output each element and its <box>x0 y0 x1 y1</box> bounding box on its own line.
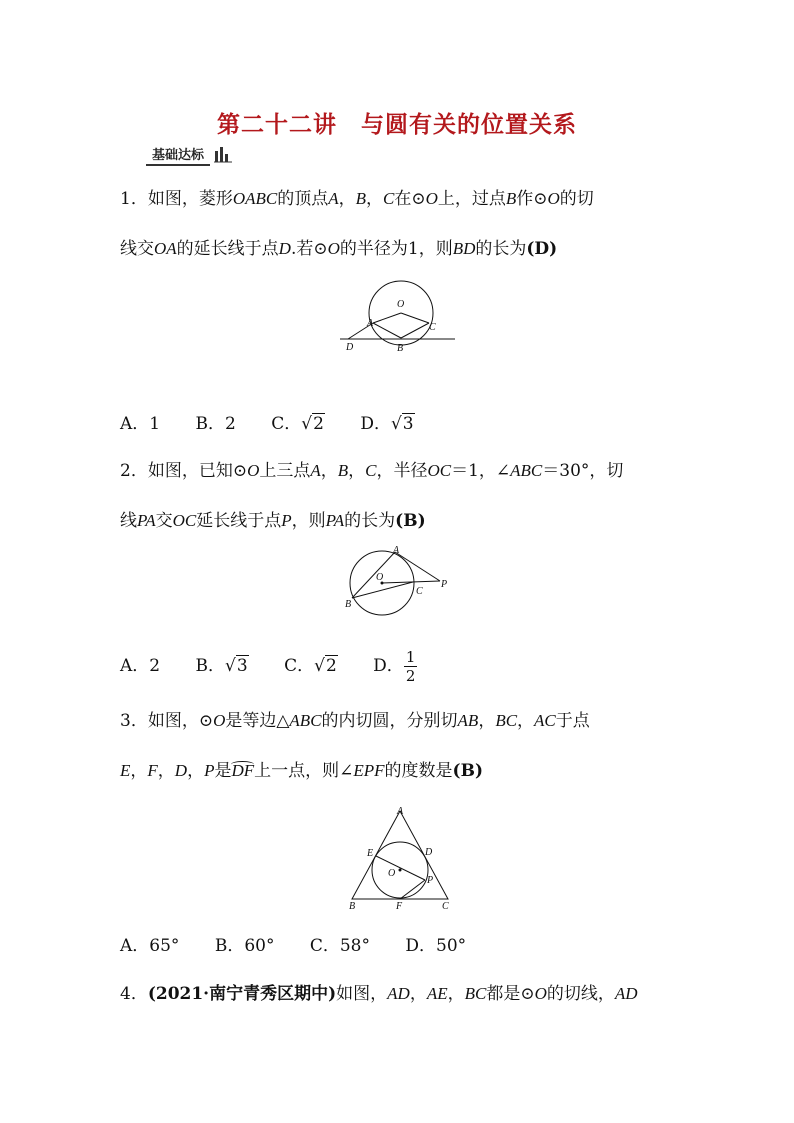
q4-line1: 4．(2021·南宁青秀区期中)如图，AD，AE，BC都是⊙O的切线，AD <box>120 984 638 1004</box>
svg-text:C: C <box>429 322 436 333</box>
svg-text:D: D <box>425 847 433 858</box>
svg-text:O: O <box>376 572 384 583</box>
svg-text:C: C <box>416 586 423 597</box>
arc-df: DF <box>231 761 255 780</box>
bar-chart-icon <box>214 145 232 163</box>
q2-option-c: C．√2 <box>284 656 337 676</box>
svg-text:E: E <box>367 848 374 859</box>
svg-text:B: B <box>349 901 356 912</box>
svg-text:A: A <box>397 806 404 817</box>
q1-option-c: C．√2 <box>271 414 324 434</box>
svg-text:O: O <box>388 868 396 879</box>
svg-text:P: P <box>427 875 434 886</box>
svg-text:C: C <box>442 901 449 912</box>
q2-options <box>120 648 447 685</box>
svg-text:A: A <box>367 318 374 329</box>
q1-option-d: D．√3 <box>360 414 414 434</box>
svg-text:O: O <box>397 299 405 310</box>
svg-text:F: F <box>396 901 403 912</box>
section-label <box>146 144 232 164</box>
q1-answer: (D) <box>526 239 558 259</box>
q4-source: (2021·南宁青秀区期中) <box>147 984 337 1004</box>
q1-options <box>120 409 445 434</box>
page-title: 第二十二讲 与圆有关的位置关系 <box>217 112 577 138</box>
q1-option-a: A．1 <box>120 414 161 434</box>
q3-option-c: C．58° <box>309 936 370 956</box>
q3-option-a: A．65° <box>120 936 180 956</box>
q1-line1: 1．如图，菱形OABC的顶点A，B，C在⊙O上，过点B作⊙O的切 <box>120 189 594 209</box>
svg-text:P: P <box>441 579 448 590</box>
q3-option-b: B．60° <box>214 936 275 956</box>
q3-options <box>120 931 496 956</box>
q2-option-b: B．√3 <box>195 656 248 676</box>
q3-figure <box>345 803 455 912</box>
q2-line1: 2．如图，已知⊙O上三点A，B，C，半径OC＝1，∠ABC＝30°，切 <box>120 461 624 481</box>
q3-line2: E，F，D，P是DF上一点，则∠EPF的度数是(B) <box>120 761 483 781</box>
q2-figure <box>340 545 460 615</box>
q2-option-a: A．2 <box>120 656 161 676</box>
section-label-text: 基础达标 <box>146 143 210 166</box>
q3-option-d: D．50° <box>405 936 467 956</box>
svg-text:B: B <box>397 343 404 354</box>
q2-option-d: D． $\frac{1}{2}$ <box>373 648 416 685</box>
q2-answer: (B) <box>395 511 426 531</box>
q3-line1: 3．如图，⊙O是等边△ABC的内切圆，分别切AB，BC，AC于点 <box>120 711 590 731</box>
svg-text:A: A <box>393 545 400 556</box>
q1-figure <box>340 276 460 356</box>
svg-text:D: D <box>346 342 354 353</box>
q3-answer: (B) <box>452 761 483 781</box>
svg-text:B: B <box>345 599 352 610</box>
q1-option-b: B．2 <box>195 414 236 434</box>
q2-line2: 线PA交OC延长线于点P，则PA的长为(B) <box>120 511 426 531</box>
q1-line2: 线交OA的延长线于点D.若⊙O的半径为1，则BD的长为(D) <box>120 239 558 259</box>
